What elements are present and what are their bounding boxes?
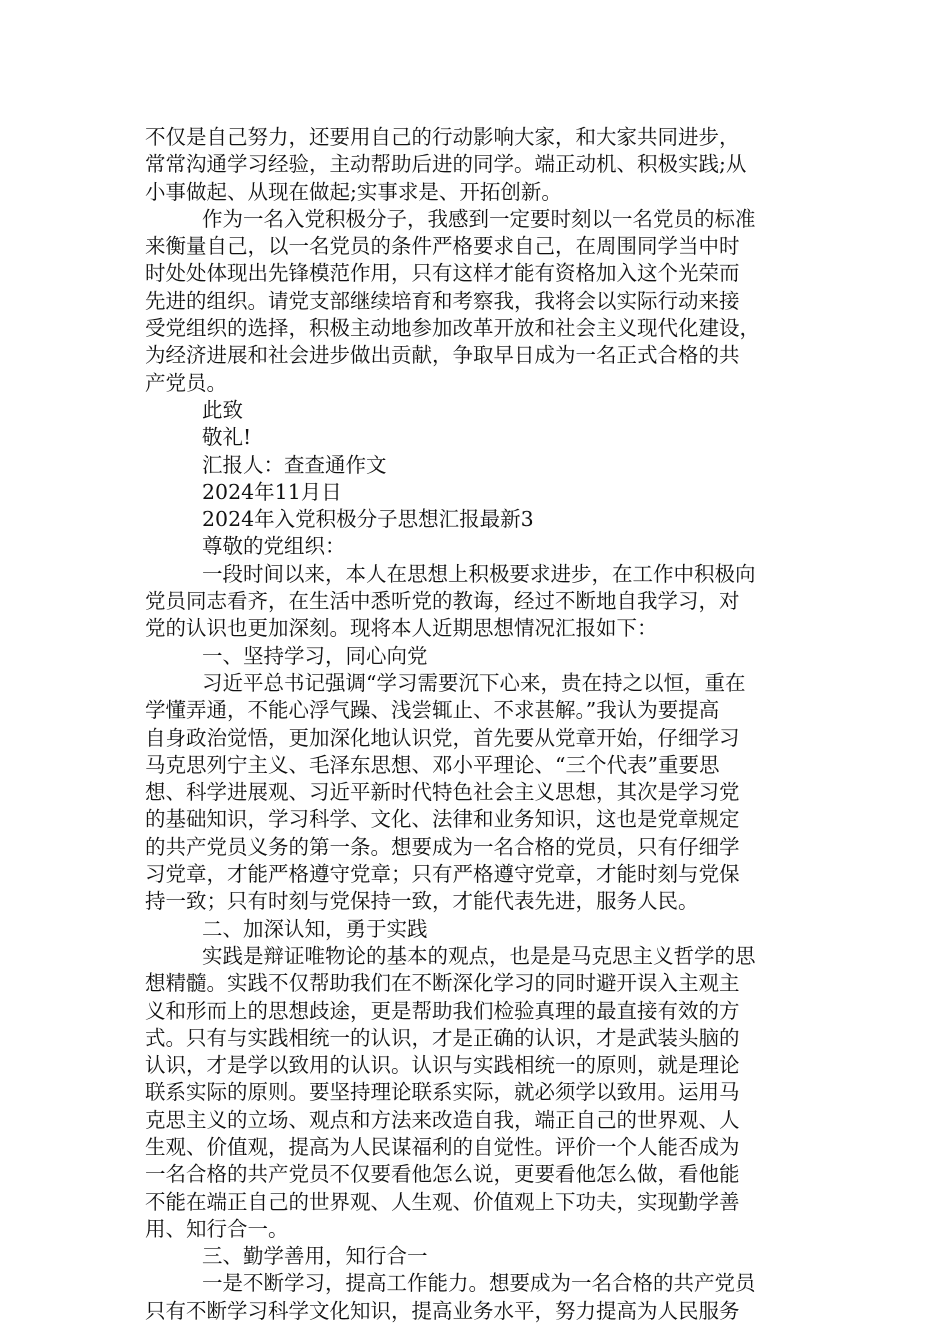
text-line: 小事做起、从现在做起;实事求是、开拓创新。 <box>145 179 562 204</box>
text-line: 持一致；只有时刻与党保持一致，才能代表先进，服务人民。 <box>145 889 699 914</box>
text-line: 克思主义的立场、观点和方法来改造自我，端正自己的世界观、人 <box>145 1107 740 1132</box>
text-line: 学懂弄通，不能心浮气躁、浅尝辄止、不求甚解。”我认为要提高 <box>145 698 720 723</box>
text-line: 生观、价值观，提高为人民谋福利的自觉性。评价一个人能否成为 <box>145 1134 740 1159</box>
text-line: 为经济进展和社会进步做出贡献，争取早日成为一名正式合格的共 <box>145 343 740 368</box>
document-body <box>145 124 810 1325</box>
text-line: 敬礼! <box>202 425 252 450</box>
text-line: 产党员。 <box>145 370 227 395</box>
text-line: 实践是辩证唯物论的基本的观点，也是是马克思主义哲学的思 <box>202 943 756 968</box>
text-line: 常常沟通学习经验，主动帮助后进的同学。端正动机、积极实践;从 <box>145 152 747 177</box>
text-line: 2024年入党积极分子思想汇报最新3 <box>202 507 534 532</box>
text-line: 不能在端正自己的世界观、人生观、价值观上下功夫，实现勤学善 <box>145 1189 740 1214</box>
text-line: 的基础知识，学习科学、文化、法律和业务知识，这也是党章规定 <box>145 807 740 832</box>
text-line: 义和形而上的思想歧途，更是帮助我们检验真理的最直接有效的方 <box>145 998 740 1023</box>
text-line: 来衡量自己，以一名党员的条件严格要求自己，在周围同学当中时 <box>145 234 740 259</box>
text-line: 先进的组织。请党支部继续培育和考察我，我将会以实际行动来接 <box>145 288 740 313</box>
text-line: 2024年11月日 <box>202 479 342 504</box>
text-line: 尊敬的党组织： <box>202 534 346 559</box>
text-line: 习近平总书记强调“学习需要沉下心来，贵在持之以恒，重在 <box>202 670 746 695</box>
text-line: 三、勤学善用，知行合一 <box>202 1244 428 1269</box>
text-line: 只有不断学习科学文化知识，提高业务水平，努力提高为人民服务 <box>145 1298 740 1323</box>
text-line: 一、坚持学习，同心向党 <box>202 643 428 668</box>
text-line: 认识，才是学以致用的认识。认识与实践相统一的原则，就是理论 <box>145 1053 740 1078</box>
text-line: 联系实际的原则。要坚持理论联系实际，就必须学以致用。运用马 <box>145 1080 740 1105</box>
text-line: 时处处体现出先锋模范作用，只有这样才能有资格加入这个光荣而 <box>145 261 740 286</box>
text-line: 不仅是自己努力，还要用自己的行动影响大家，和大家共同进步， <box>145 125 740 149</box>
text-line: 二、加深认知，勇于实践 <box>202 916 428 941</box>
text-line: 一段时间以来，本人在思想上积极要求进步，在工作中积极向 <box>202 561 756 586</box>
text-line: 一名合格的共产党员不仅要看他怎么说，更要看他怎么做，看他能 <box>145 1162 740 1187</box>
text-line: 汇报人：查查通作文 <box>202 452 387 477</box>
text-line: 用、知行合一。 <box>145 1216 289 1241</box>
text-line: 党员同志看齐，在生活中悉听党的教诲，经过不断地自我学习，对 <box>145 589 740 614</box>
text-line: 想精髓。实践不仅帮助我们在不断深化学习的同时避开误入主观主 <box>145 971 740 996</box>
text-line: 一是不断学习，提高工作能力。想要成为一名合格的共产党员 <box>202 1271 756 1296</box>
text-line: 自身政治觉悟，更加深化地认识党，首先要从党章开始，仔细学习 <box>145 725 740 750</box>
text-line: 党的认识也更加深刻。现将本人近期思想情况汇报如下： <box>145 616 658 641</box>
text-line: 习党章，才能严格遵守党章；只有严格遵守党章，才能时刻与党保 <box>145 862 740 887</box>
text-line: 作为一名入党积极分子，我感到一定要时刻以一名党员的标准 <box>202 206 756 231</box>
text-line: 受党组织的选择，积极主动地参加改革开放和社会主义现代化建设， <box>145 316 760 341</box>
text-line: 马克思列宁主义、毛泽东思想、邓小平理论、“三个代表”重要思 <box>145 752 720 777</box>
text-line: 想、科学进展观、习近平新时代特色社会主义思想，其次是学习党 <box>145 780 740 805</box>
text-line: 的共产党员义务的第一条。想要成为一名合格的党员，只有仔细学 <box>145 834 740 859</box>
text-line: 此致 <box>202 397 243 422</box>
text-line: 式。只有与实践相统一的认识，才是正确的认识，才是武装头脑的 <box>145 1025 740 1050</box>
